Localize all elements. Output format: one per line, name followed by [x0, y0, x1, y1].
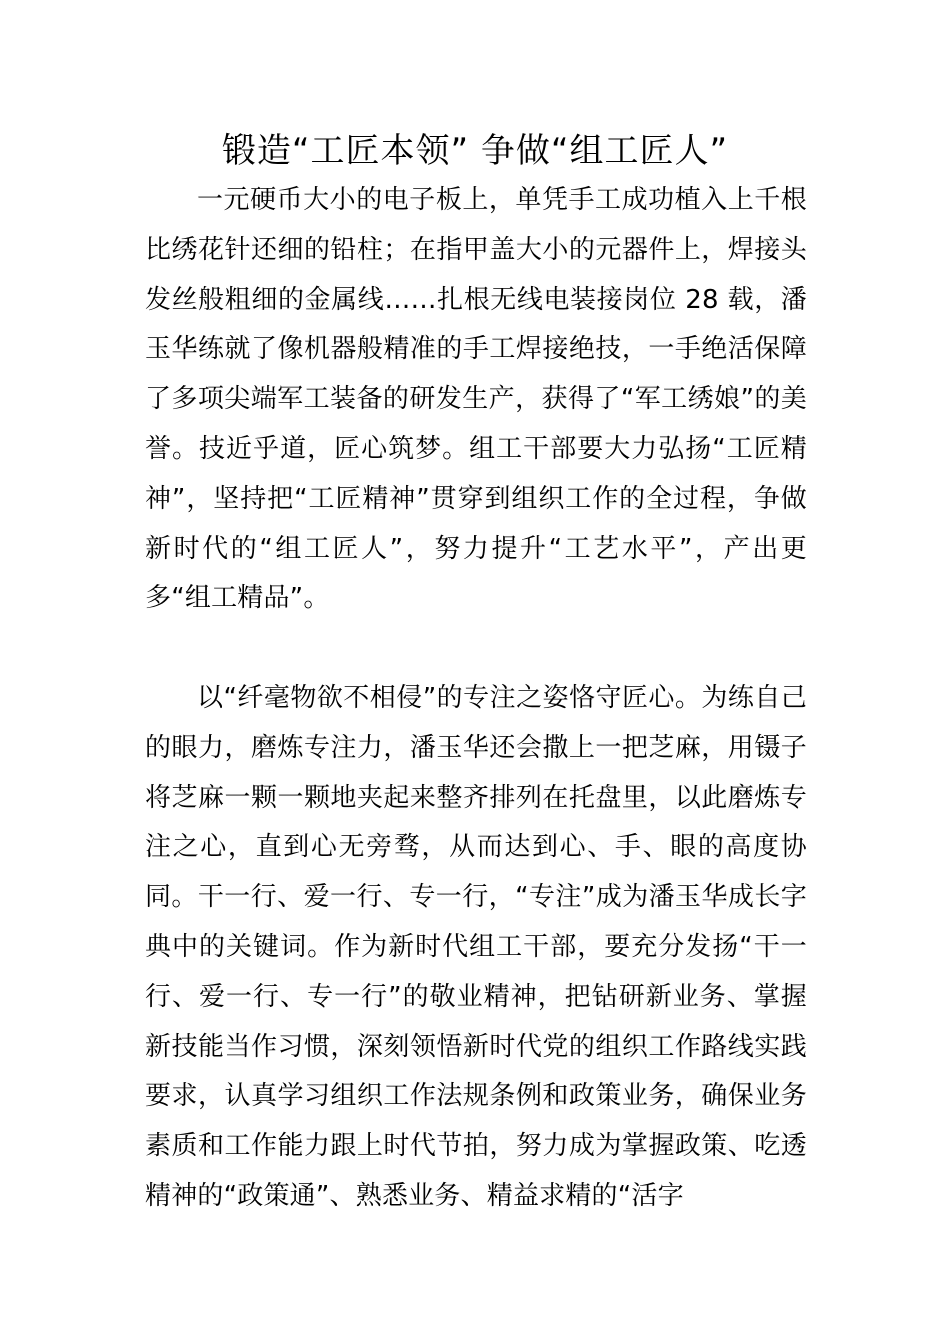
body-paragraph-2: 以“纤毫物欲不相侵”的专注之姿恪守匠心。为练自己的眼力，磨炼专注力，潘玉华还会撒上一把芝麻，用镊子将芝麻一颗一颗地夹起来整齐排列在托盘里，以此磨炼专注之心，直到心无旁骛，从而达到心、手、眼的高度协同。干一行、爱一行、专一行，“专注”成为潘玉华成长字典中的关键词。作为新时代组工干部，要充分发扬“干一行、爱一行、专一行”的敬业精神，把钻研新业务、掌握新技能当作习惯，深刻领悟新时代党的组织工作路线实践要求，认真学习组织工作法规条例和政策业务，确保业务素质和工作能力跟上时代节拍，努力成为掌握政策、吃透精神的“政策通”、熟悉业务、精益求精的“活字 [145, 683, 807, 1211]
document-title: 锻造“工匠本领” 争做“组工匠人” [221, 131, 729, 171]
body-paragraph-1: 一元硬币大小的电子板上，单凭手工成功植入上千根比绣花针还细的铅柱；在指甲盖大小的元器件上，焊接头发丝般粗细的金属线……扎根无线电装接岗位 28 载，潘玉华练就了像机器般精准的手工焊接绝技，一手绝活保障了多项尖端军工装备的研发生产，获得了“军工绣娘”的美誉。技近乎道，匠心筑梦。组工干部要大力弘扬“工匠精神”，坚持把“工匠精神”贯穿到组织工作的全过程，争做新时代的“组工匠人”，努力提升“工艺水平”，产出更多“组工精品”。 [145, 185, 807, 614]
